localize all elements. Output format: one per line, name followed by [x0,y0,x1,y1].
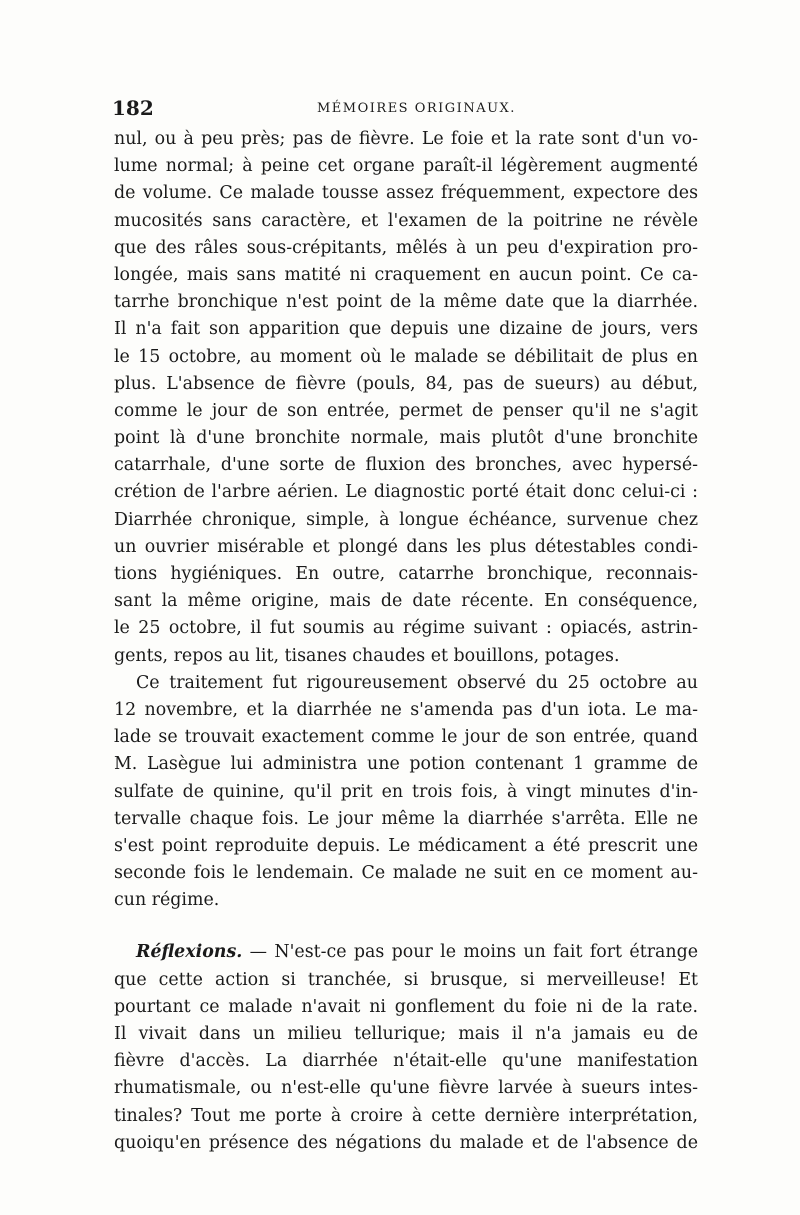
text-line: Ce traitement fut rigoureusement observé du 25 octobre au [136,672,698,693]
page-header [112,96,698,126]
text-line: s'est point reproduite depuis. Le médicament a été prescrit une [114,835,698,856]
text-line [114,939,698,966]
text-line: lade se trouvait exactement comme le jour de son entrée, quand [114,727,698,748]
text-line: un ouvrier misérable et plongé dans les plus détestables condi- [114,536,698,557]
text-line: sulfate de quinine, qu'il prit en trois fois, à vingt minutes d'in- [114,781,698,802]
text-line: plus. L'absence de fièvre (pouls, 84, pas de sueurs) au début, [114,373,698,394]
text-line: de volume. Ce malade tousse assez fréquemment, expectore des [114,183,698,204]
text-line: cun régime. [114,890,220,911]
text-line: point là d'une bronchite normale, mais plutôt d'une bronchite [114,428,698,449]
text-line: que des râles sous-crépitants, mêlés à un peu d'expiration pro- [114,237,698,258]
text-line: nul, ou à peu près; pas de fièvre. Le foie et la rate sont d'un vo- [114,129,698,149]
paragraph-2 [114,670,698,915]
body-text [114,126,698,1157]
running-head: MÉMOIRES ORIGINAUX. [317,101,516,116]
text-line: gents, repos au lit, tisanes chaudes et bouillons, potages. [114,645,620,666]
text-line: lume normal; à peine cet organe paraît-il légèrement augmenté [114,156,698,177]
text-line: quoiqu'en présence des négations du malade et de l'absence de [114,1132,698,1153]
text-line: Il n'a fait son apparition que depuis une dizaine de jours, vers [114,319,698,340]
text-line: seconde fois le lendemain. Ce malade ne suit en ce moment au- [114,863,698,884]
paragraph-spacer [114,914,698,939]
text-line: Diarrhée chronique, simple, à longue échéance, survenue chez [114,509,698,530]
text-line: tarrhe bronchique n'est point de la même date que la diarrhée. [114,292,698,313]
text-line: tions hygiéniques. En outre, catarrhe bronchique, reconnais- [114,564,698,584]
text-line: 12 novembre, et la diarrhée ne s'amenda pas d'un iota. Le ma- [114,699,698,720]
text-line: sant la même origine, mais de date récente. En conséquence, [114,591,698,612]
paragraph-1 [114,126,698,670]
text-line: rhumatismale, ou n'est-elle qu'une fièvre larvée à sueurs intes- [114,1078,698,1099]
text-line: longée, mais sans matité ni craquement en aucun point. Ce ca- [114,264,698,285]
text-line: le 25 octobre, il fut soumis au régime suivant : opiacés, astrin- [114,618,698,639]
page-number: 182 [112,96,154,120]
text-run: — N'est-ce pas pour le moins un fait fort étrange [242,942,698,963]
text-line: Il vivait dans un milieu tellurique; mais il n'a jamais eu de [114,1024,698,1044]
text-line: tervalle chaque fois. Le jour même la diarrhée s'arrêta. Elle ne [114,808,698,829]
text-line: tinales? Tout me porte à croire à cette dernière interprétation, [114,1105,698,1126]
text-line: M. Lasègue lui administra une potion contenant 1 gramme de [114,754,698,775]
text-line: crétion de l'arbre aérien. Le diagnostic porté était donc celui-ci : [114,482,698,503]
text-line: comme le jour de son entrée, permet de penser qu'il ne s'agit [114,400,698,421]
text-line: pourtant ce malade n'avait ni gonflement du foie ni de la rate. [114,996,698,1017]
text-line: que cette action si tranchée, si brusque, si merveilleuse! Et [114,969,698,990]
text-line: mucosités sans caractère, et l'examen de la poitrine ne révèle [114,210,698,231]
text-line: catarrhale, d'une sorte de fluxion des bronches, avec hypersé- [114,455,698,476]
text-line: le 15 octobre, au moment où le malade se débilitait de plus en [114,346,698,367]
reflexions-heading: Réflexions. [136,942,243,963]
paragraph-3 [114,939,698,1157]
text-line: fièvre d'accès. La diarrhée n'était-elle qu'une manifestation [114,1051,698,1072]
